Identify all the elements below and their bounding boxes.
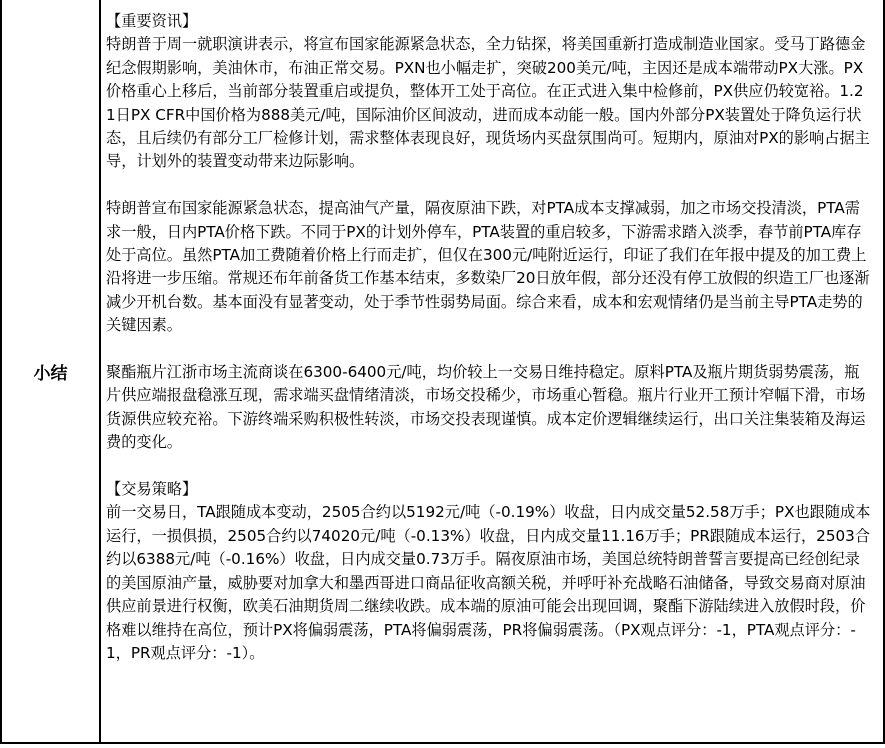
- summary-label: 小结: [33, 363, 68, 384]
- strategy-paragraph: 前一交易日，TA跟随成本变动，2505合约以5192元/吨（-0.19%）收盘，日内成交量52.58万手；PX也跟随成本运行，一损俱损，2505合约以74020元/吨（-0.13%）收盘，日内成交量11.16万手；PR跟随成本运行，2503合约以6388元/吨（-0.16%）收盘，日内成交量0.73万手。隔夜原油市场，美国总统特朗普誓言要提高已经创纪录的美国原油产量，威胁要对加拿大和墨西哥进口商品征收高额关税，并呼吁补充战略石油储备，导致交易商对原油供应前景进行权衡，欧美石油期货周二继续收跌。成本端的原油可能会出现回调，聚酯下游陆续进入放假时段，价格难以维持在高位，预计PX将偏弱震荡，PTA将偏弱震荡，PR将偏弱震荡。（PX观点评分：-1，PTA观点评分：-1，PR观点评分：-1）。: [106, 503, 871, 662]
- paragraph-spacer: [106, 174, 871, 197]
- strategy-header: 【交易策略】: [106, 480, 198, 499]
- paragraph-spacer: [106, 455, 871, 478]
- news-paragraph-pta: 特朗普宣布国家能源紧急状态，提高油气产量，隔夜原油下跌，对PTA成本支撑减弱，加之市场交投清淡，PTA需求一般，日内PTA价格下跌。不同于PX的计划外停车，PTA装置的重启较多，下游需求踏入淡季，春节前PTA库存处于高位。虽然PTA加工费随着价格上行而走扩，但仅在300元/吨附近运行，印证了我们在年报中提及的加工费上沿将进一步压缩。常规还布年前备货工作基本结束，多数染厂20日放年假，部分还没有停工放假的织造工厂也逐渐减少开机台数。基本面没有显著变动，处于季节性弱势局面。综合来看，成本和宏观情绪仍是当前主导PTA走势的关键因素。: [106, 199, 870, 335]
- summary-content-cell: [101, 0, 883, 742]
- news-paragraph-px: 特朗普于周一就职演讲表示，将宣布国家能源紧急状态，全力钻探，将美国重新打造成制造业国家。受马丁路德金纪念假期影响，美油休市，布油正常交易。PXN也小幅走扩，突破200美元/吨，主因还是成本端带动PX大涨。PX价格重心上移后，当前部分装置重启或提负，整体开工处于高位。在正式进入集中检修前，PX供应仍较宽裕。1.21日PX CFR中国价格为888美元/吨，国际油价区间波动，进而成本动能一般。国内外部分PX装置处于降负运行状态，且后续仍有部分工厂检修计划，需求整体表现良好，现货场内买盘氛围尚可。短期内，原油对PX的影响占据主导，计划外的装置变动带来边际影响。: [106, 35, 870, 171]
- news-header: 【重要资讯】: [106, 12, 198, 30]
- news-paragraph-bottle-chip: 聚酯瓶片江浙市场主流商谈在6300-6400元/吨，均价较上一交易日维持稳定。原料PTA及瓶片期货弱势震荡，瓶片供应端报盘稳涨互现，需求端买盘情绪清淡，市场交投稀少，市场重心暂稳。瓶片行业开工预计窄幅下滑，市场货源供应较充裕。下游终端采购积极性转淡，市场交投表现谨慎。成本定价逻辑继续运行，出口关注集装箱及海运费的变化。: [106, 363, 866, 452]
- summary-label-cell: [2, 0, 101, 742]
- paragraph-spacer: [106, 338, 871, 361]
